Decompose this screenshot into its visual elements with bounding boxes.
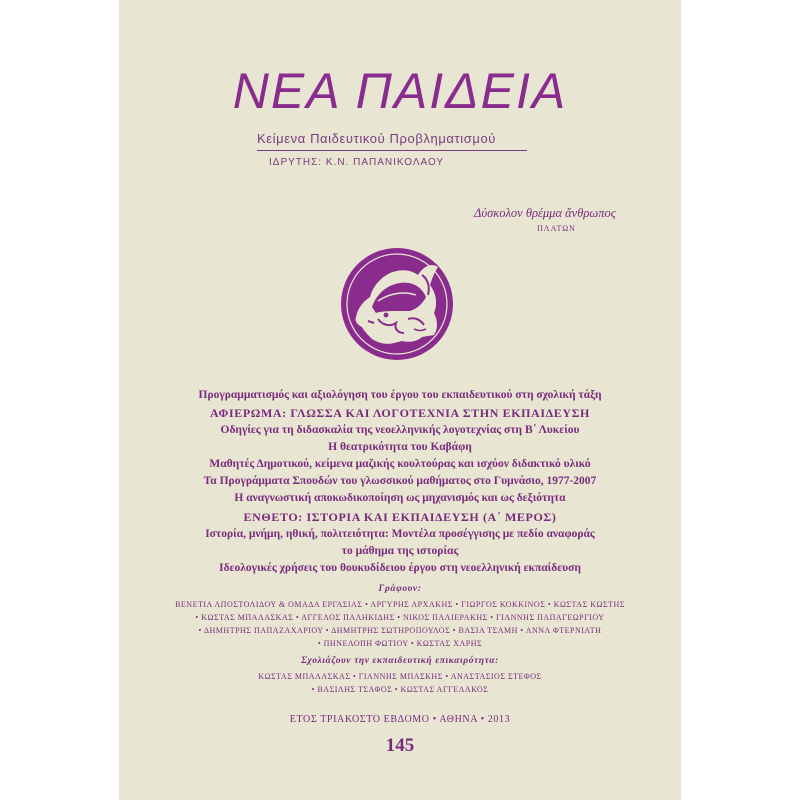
magazine-subtitle: Κείμενα Παιδευτικού Προβληματισμού <box>257 131 497 146</box>
magazine-cover <box>119 0 681 800</box>
contents-item: Τα Προγράμματα Σπουδών του γλωσσικού μαθήματος στο Γυμνάσιο, 1977-2007 <box>203 475 597 487</box>
athena-coin-icon <box>338 245 456 363</box>
writers-line: • ΚΩΣΤΑΣ ΜΠΑΛΑΣΚΑΣ • ΑΓΓΕΛΟΣ ΠΑΛΗΚΙΔΗΣ • ΝΙΚΟΣ ΠΑΛΙΕΡΑΚΗΣ • ΓΙΑΝΝΗΣ ΠΑΠΑΓΕΩΡΓΙΟΥ <box>195 613 605 622</box>
commenters-line: ΚΩΣΤΑΣ ΜΠΑΛΑΣΚΑΣ • ΓΙΑΝΝΗΣ ΜΠΑΣΚΗΣ • ΑΝΑΣΤΑΣΙΟΣ ΣΤΕΦΟΣ <box>258 672 542 681</box>
section-heading-1: ΑΦΙΕΡΩΜΑ: ΓΛΩΣΣΑ ΚΑΙ ΛΟΓΟΤΕΧΝΙΑ ΣΤΗΝ ΕΚΠΑΙΔΕΥΣΗ <box>210 406 590 420</box>
year-place-line: ΕΤΟΣ ΤΡΙΑΚΟΣΤΟ ΕΒΔΟΜΟ • ΑΘΗΝΑ • 2013 <box>289 714 511 725</box>
contents-item: Η θεατρικότητα του Καβάφη <box>328 441 472 453</box>
contents-line-1: Προγραμματισμός και αξιολόγηση του έργου του εκπαιδευτικού στη σχολική τάξη <box>198 389 602 401</box>
writers-line: • ΠΗΝΕΛΟΠΗ ΦΩΤΙΟΥ • ΚΩΣΤΑΣ ΧΑΡΗΣ <box>317 639 483 648</box>
magazine-title: ΝΕΑ ΠΑΙΔΕΙΑ <box>232 63 568 119</box>
subtitle-underline <box>257 150 527 151</box>
section-heading-2: ΕΝΘΕΤΟ: ΙΣΤΟΡΙΑ ΚΑΙ ΕΚΠΑΙΔΕΥΣΗ (Α΄ ΜΕΡΟΣ) <box>243 510 557 524</box>
writers-line: • ΔΗΜΗΤΡΗΣ ΠΑΠΑΖΑΧΑΡΙΟΥ • ΔΗΜΗΤΡΗΣ ΣΩΤΗΡΟΠΟΥΛΟΣ • ΒΑΣΙΑ ΤΣΑΜΗ • ΑΝΝΑ ΦΤΕΡΝΙΑΤΗ <box>198 626 602 635</box>
writers-label: Γράφουν: <box>378 584 422 594</box>
motto-author: ΠΛΑΤΩΝ <box>537 224 576 233</box>
contents-item: Ιστορία, μνήμη, ηθική, πολιτειότητα: Μοντέλα προσέγγισης με πεδίο αναφοράς <box>205 528 595 540</box>
contents-item: το μάθημα της ιστορίας <box>341 545 459 557</box>
writers-line: ΒΕΝΕΤΙΑ ΑΠΟΣΤΟΛΙΔΟΥ & ΟΜΑΔΑ ΕΡΓΑΣΙΑΣ • ΑΡΓΥΡΗΣ ΑΡΧΑΚΗΣ • ΓΙΩΡΓΟΣ ΚΟΚΚΙΝΟΣ • ΚΩΣΤΑΣ ΚΩΣΤΗΣ <box>175 600 625 609</box>
founder-line: ΙΔΡΥΤΗΣ: Κ.Ν. ΠΑΠΑΝΙΚΟΛΑΟΥ <box>269 157 445 168</box>
issue-number: 145 <box>385 735 415 756</box>
contents-item: Οδηγίες για τη διδασκαλία της νεοελληνικής λογοτεχνίας στη Β΄ Λυκείου <box>220 424 580 436</box>
commenters-label: Σχολιάζουν την εκπαιδευτική επικαιρότητα: <box>301 656 499 666</box>
contents-item: Μαθητές Δημοτικού, κείμενα μαζικής κουλτούρας και ισχύον διδακτικό υλικό <box>209 458 591 470</box>
motto-quote: Δύσκολον θρέμμα ἄνθρωπος <box>474 206 616 220</box>
commenters-line: • ΒΑΣΙΛΗΣ ΤΣΑΦΟΣ • ΚΩΣΤΑΣ ΑΓΓΕΛΑΚΟΣ <box>311 685 489 694</box>
contents-item: Ιδεολογικές χρήσεις του θουκυδίδειου έργου στη νεοελληνική εκπαίδευση <box>219 562 581 574</box>
contents-item: Η αναγνωστική αποκωδικοποίηση ως μηχανισμός και ως δεξιότητα <box>234 492 566 504</box>
